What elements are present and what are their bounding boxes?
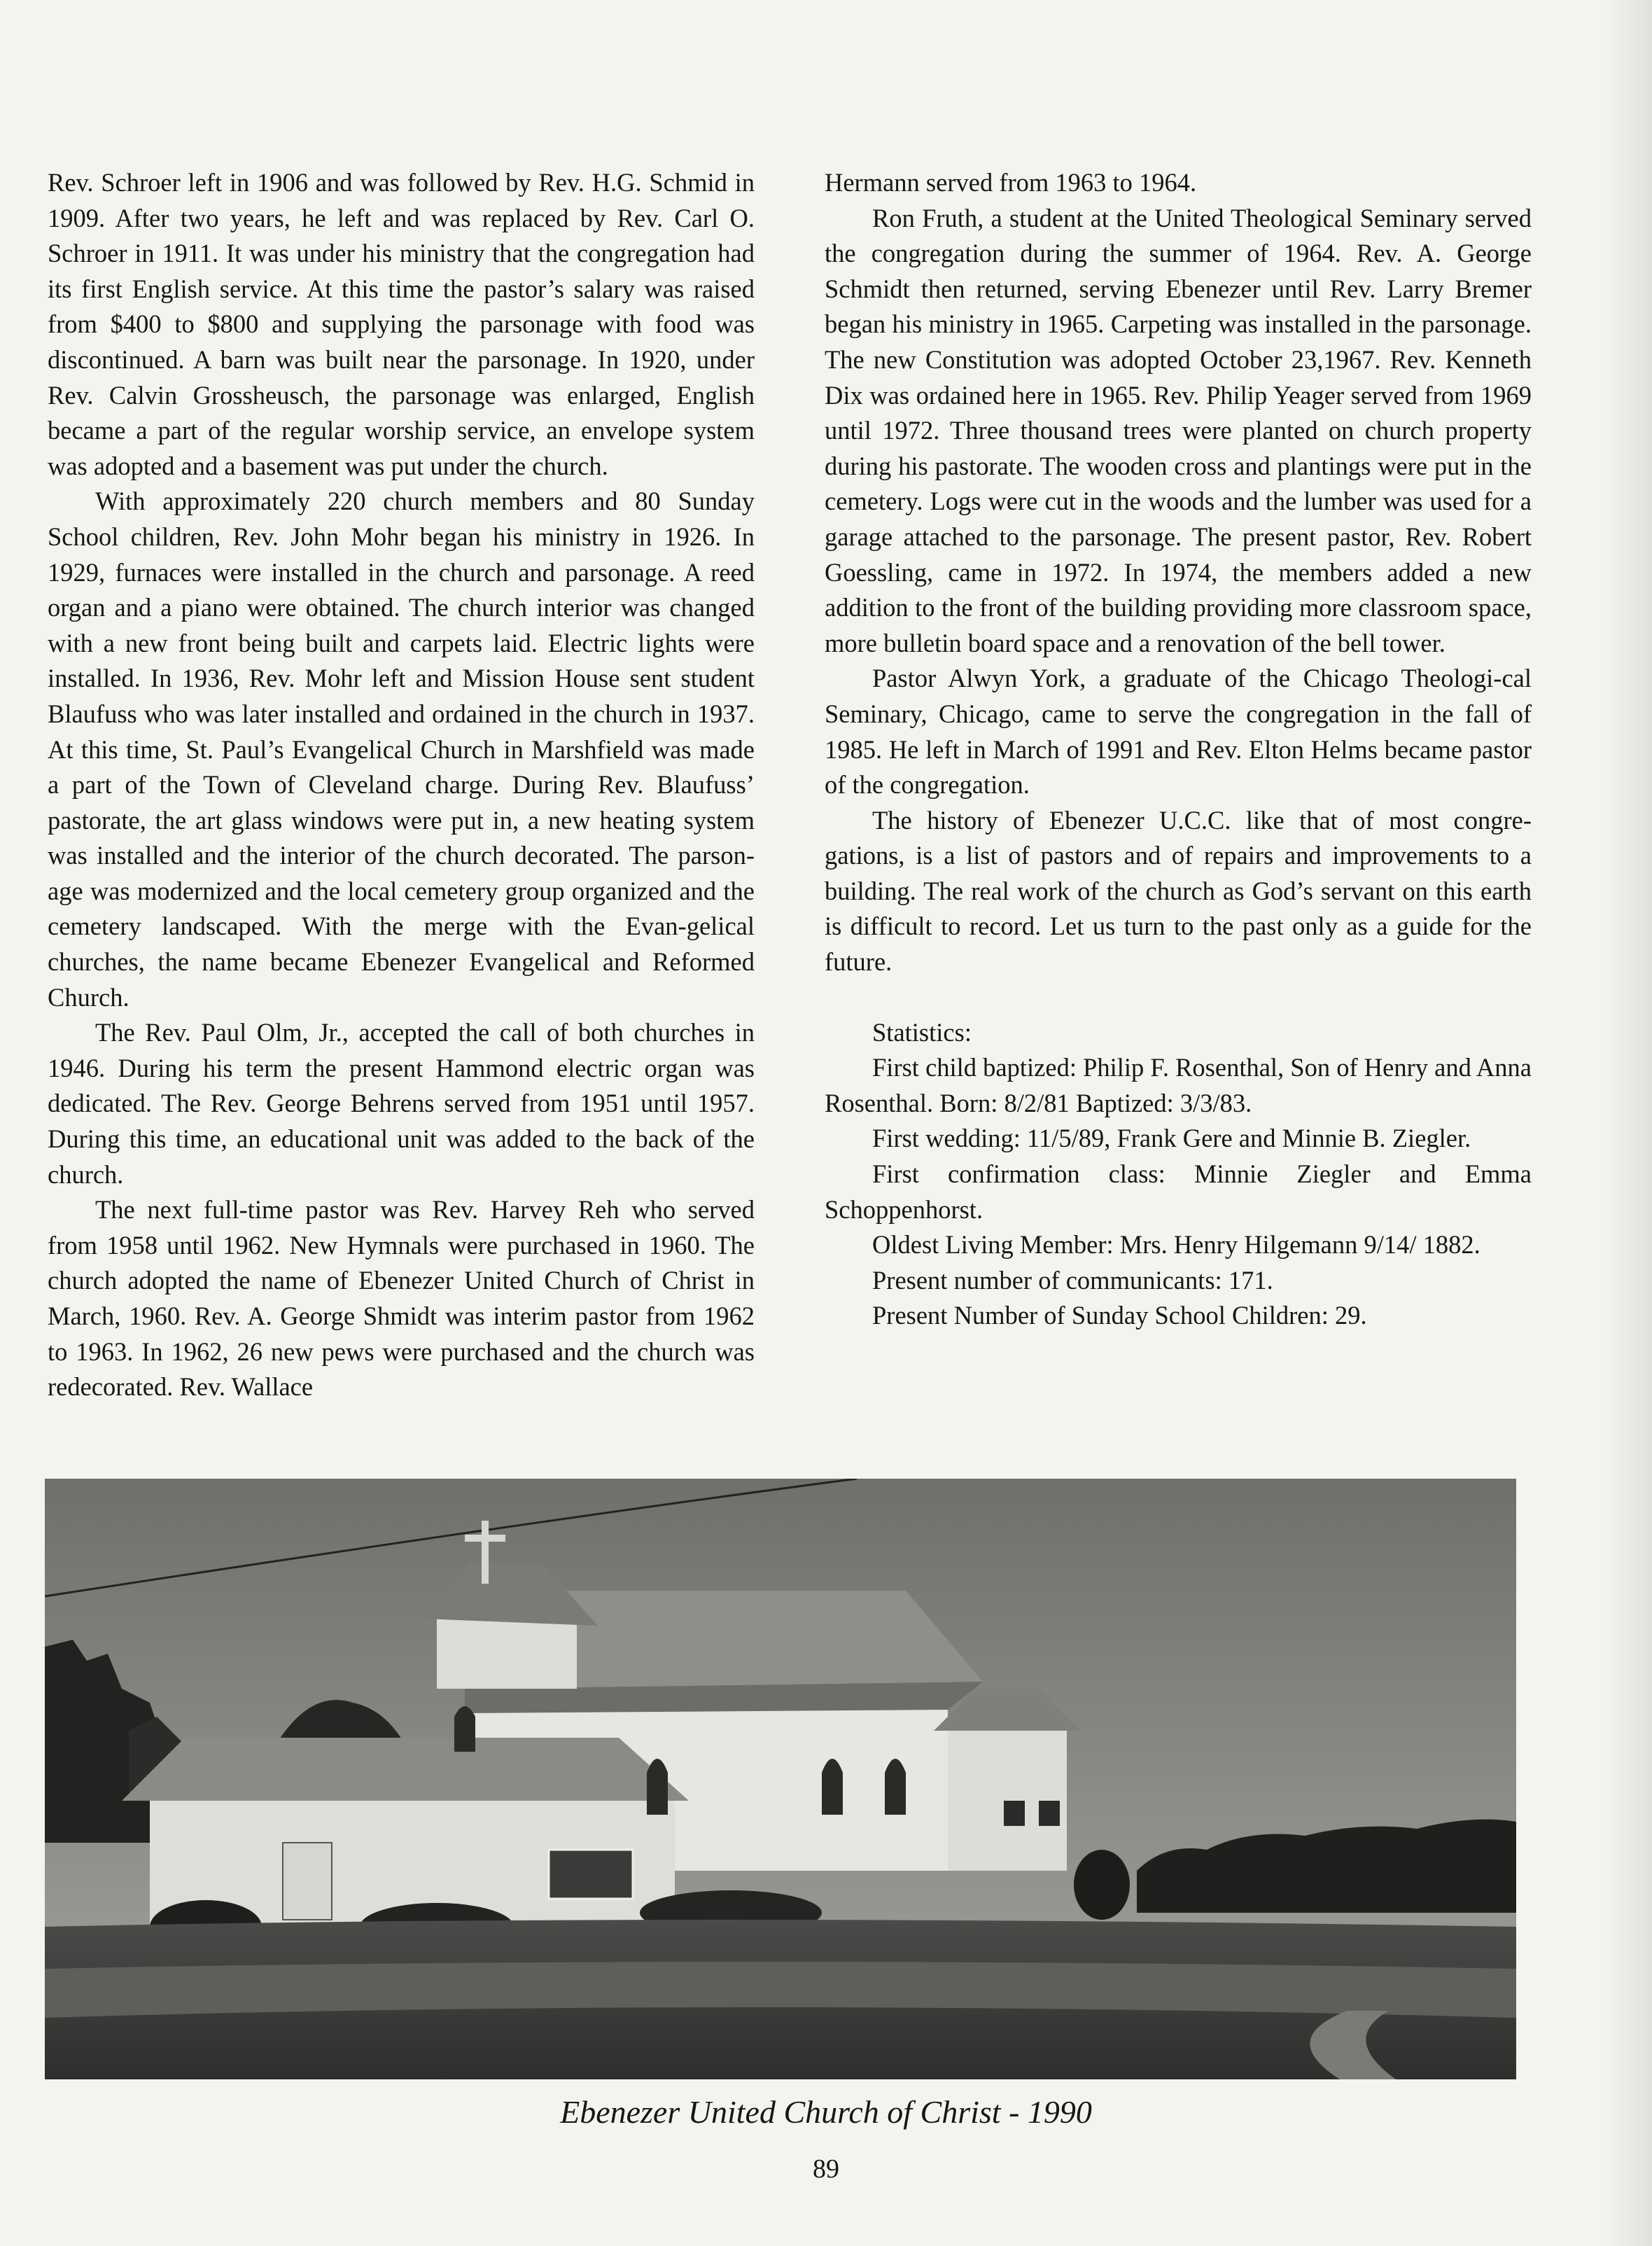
statistics-item: First confirmation class: Minnie Ziegler and Emma Schoppenhorst.	[825, 1159, 1532, 1224]
paragraph: With approximately 220 church members and 80 Sunday School children, Rev. John Mohr began his ministry in 1926. In 1929, furnaces were installed in the church and parsonage. A reed organ and a piano were obtained. The church interior was changed with a new front being built and carpets laid. Electric lights were installed. In 1936, Rev. Mohr left and Mission House sent student Blaufuss who was later installed and ordained in the church in 1937. At this time, St. Paul’s Evangelical Church in Marshfield was made a part of the Town of Cleveland charge. During Rev. Blaufuss’ pastorate, the art glass windows were put in, a new heating system was installed and the interior of the church decorated. The parson-age was modernized and the local cemetery group organized and the cemetery landscaped. With the merge with the Evan-gelical churches, the name became Ebenezer Evangelical and Reformed Church.	[48, 487, 755, 1012]
statistics-item: First wedding: 11/5/89, Frank Gere and Minnie B. Ziegler.	[872, 1124, 1471, 1153]
spacer	[825, 980, 1532, 1015]
left-text-column	[48, 165, 755, 1405]
paragraph: Rev. Schroer left in 1906 and was followed by Rev. H.G. Schmid in 1909. After two years, he left and was replaced by Rev. Carl O. Schroer in 1911. It was under his ministry that the congregation had its first English service. At this time the pastor’s salary was raised from $400 to $800 and supplying the parsonage with food was discontinued. A barn was built near the parsonage. In 1920, under Rev. Calvin Grossheusch, the parsonage was enlarged, English became a part of the regular worship service, an envelope system was adopted and a basement was put under the church.	[48, 168, 755, 480]
paragraph: The Rev. Paul Olm, Jr., accepted the call of both churches in 1946. During his term the present Hammond electric organ was dedicated. The Rev. George Behrens served from 1951 until 1957. During this time, an educational unit was added to the back of the church.	[48, 1018, 755, 1189]
paragraph: Ron Fruth, a student at the United Theological Seminary served the congregation during the summer of 1964. Rev. A. George Schmidt then returned, serving Ebenezer until Rev. Larry Bremer began his ministry in 1965. Carpeting was installed in the parsonage. The new Constitution was adopted October 23,1967. Rev. Kenneth Dix was ordained here in 1965. Rev. Philip Yeager served from 1969 until 1972. Three thousand trees were planted on church property during his pastorate. The wooden cross and plantings were put in the cemetery. Logs were cut in the woods and the lumber was used for a garage attached to the parsonage. The present pastor, Rev. Robert Goessling, came in 1972. In 1974, the members added a new addition to the front of the building providing more classroom space, more bulletin board space and a renovation of the bell tower.	[825, 203, 1532, 657]
statistics-item: Oldest Living Member: Mrs. Henry Hilgemann 9/14/ 1882.	[872, 1230, 1480, 1260]
church-photo	[45, 1479, 1516, 2079]
paragraph: The history of Ebenezer U.C.C. like that of most congre-gations, is a list of pastors and of repairs and improvements to a building. The real work of the church as God’s servant on this earth is difficult to record. Let us turn to the past only as a guide for the future.	[825, 805, 1532, 977]
paragraph: Pastor Alwyn York, a graduate of the Chicago Theologi-cal Seminary, Chicago, came to serve the congregation in the fall of 1985. He left in March of 1991 and Rev. Elton Helms became pastor of the congregation.	[825, 664, 1532, 800]
page-edge-shadow	[1603, 0, 1652, 2246]
photo-caption: Ebenezer United Church of Christ - 1990	[560, 2094, 1092, 2130]
right-text-column	[825, 165, 1532, 1334]
page-number: 89	[813, 2154, 839, 2184]
paragraph: Hermann served from 1963 to 1964.	[825, 168, 1197, 197]
statistics-heading: Statistics:	[872, 1017, 972, 1047]
statistics-item: Present Number of Sunday School Children: 29.	[872, 1301, 1367, 1330]
statistics-item: Present number of communicants: 171.	[872, 1265, 1273, 1295]
paragraph: The next full-time pastor was Rev. Harvey Reh who served from 1958 until 1962. New Hymnals were purchased in 1960. The church adopted the name of Ebenezer United Church of Christ in March, 1960. Rev. A. George Shmidt was interim pastor from 1962 to 1963. In 1962, 26 new pews were purchased and the church was redecorated. Rev. Wallace	[48, 1195, 755, 1402]
statistics-item: First child baptized: Philip F. Rosenthal, Son of Henry and Anna Rosenthal. Born: 8/2/81 Baptized: 3/3/83.	[825, 1053, 1532, 1117]
